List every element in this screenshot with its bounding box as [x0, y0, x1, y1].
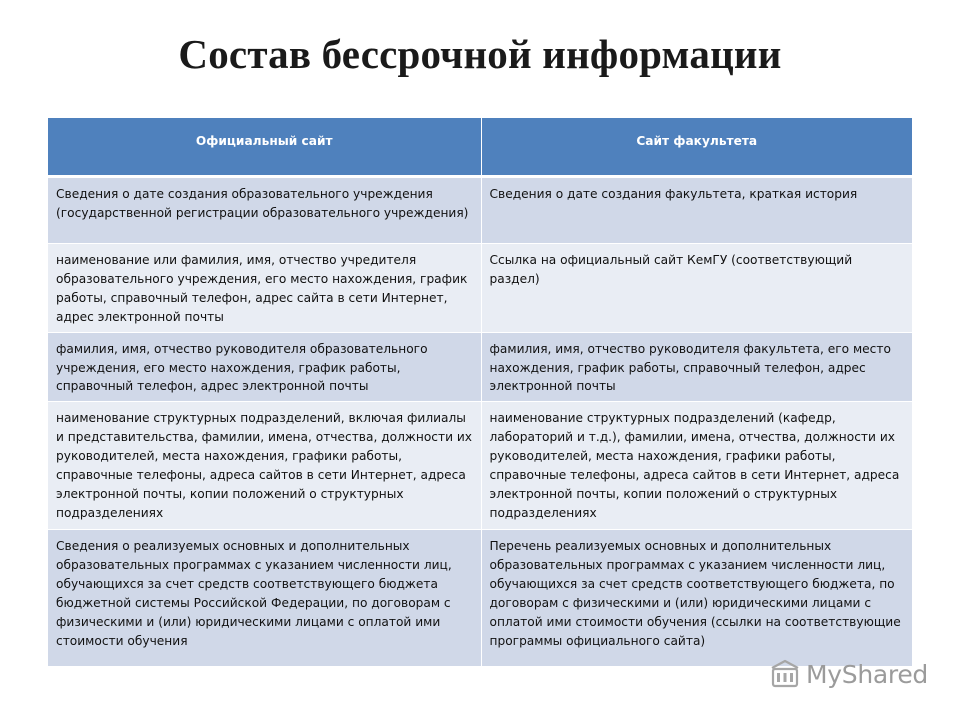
page-title: Состав бессрочной информации: [178, 31, 782, 77]
table-row: [48, 530, 912, 667]
column-header-official-site: Официальный сайт: [48, 118, 481, 177]
table-row: [48, 177, 912, 244]
table-cell-official: наименование структурных подразделений, включая филиалы и представительства, фамилии, имена, отчества, должности их руководителей, места нахождения, графики работы, справочные телефоны, адреса сайтов в сети Интернет, адреса электронной почты, копии положений о структурных подразделениях: [48, 402, 481, 530]
table-cell-official: Сведения о дате создания образовательного учреждения (государственной регистрации образовательного учреждения): [48, 177, 481, 244]
myshared-logo-icon: [768, 657, 802, 691]
table-cell-official: фамилия, имя, отчество руководителя образовательного учреждения, его место нахождения, график работы, справочный телефон, адрес электронной почты: [48, 332, 481, 402]
table-cell-official: наименование или фамилия, имя, отчество учредителя образовательного учреждения, его место нахождения, график работы, справочный телефон, адрес сайта в сети Интернет, адрес электронной почты: [48, 244, 481, 333]
table-row: [48, 332, 912, 402]
table-cell-faculty: Перечень реализуемых основных и дополнительных образовательных программах с указанием численности лиц, обучающихся за счет средств соответствующего бюджета, по договорам с физическими и (или) юридическими лицами с оплатой ими стоимости обучения (ссылки на соответствующие программы официального сайта): [481, 530, 912, 667]
table-cell-faculty: Ссылка на официальный сайт КемГУ (соответствующий раздел): [481, 244, 912, 333]
table-cell-official: Сведения о реализуемых основных и дополнительных образовательных программах с указанием численности лиц, обучающихся за счет средств соответствующего бюджета бюджетной системы Российской Федерации, по договорам с физическими и (или) юридическими лицами с оплатой ими стоимости обучения: [48, 530, 481, 667]
table-header-row: [48, 118, 912, 177]
myshared-watermark[interactable]: [768, 657, 928, 691]
column-header-faculty-site: Сайт факультета: [481, 118, 912, 177]
table-row: [48, 244, 912, 333]
table-row: [48, 402, 912, 530]
watermark-text: MyShared: [806, 659, 928, 689]
table-cell-faculty: фамилия, имя, отчество руководителя факультета, его место нахождения, график работы, справочный телефон, адрес электронной почты: [481, 332, 912, 402]
table-cell-faculty: Сведения о дате создания факультета, краткая история: [481, 177, 912, 244]
info-table: [48, 118, 912, 667]
table-cell-faculty: наименование структурных подразделений (кафедр, лабораторий и т.д.), фамилии, имена, отчества, должности их руководителей, места нахождения, графики работы, справочные телефоны, адреса сайтов в сети Интернет, адреса электронной почты, копии положений о структурных подразделениях: [481, 402, 912, 530]
